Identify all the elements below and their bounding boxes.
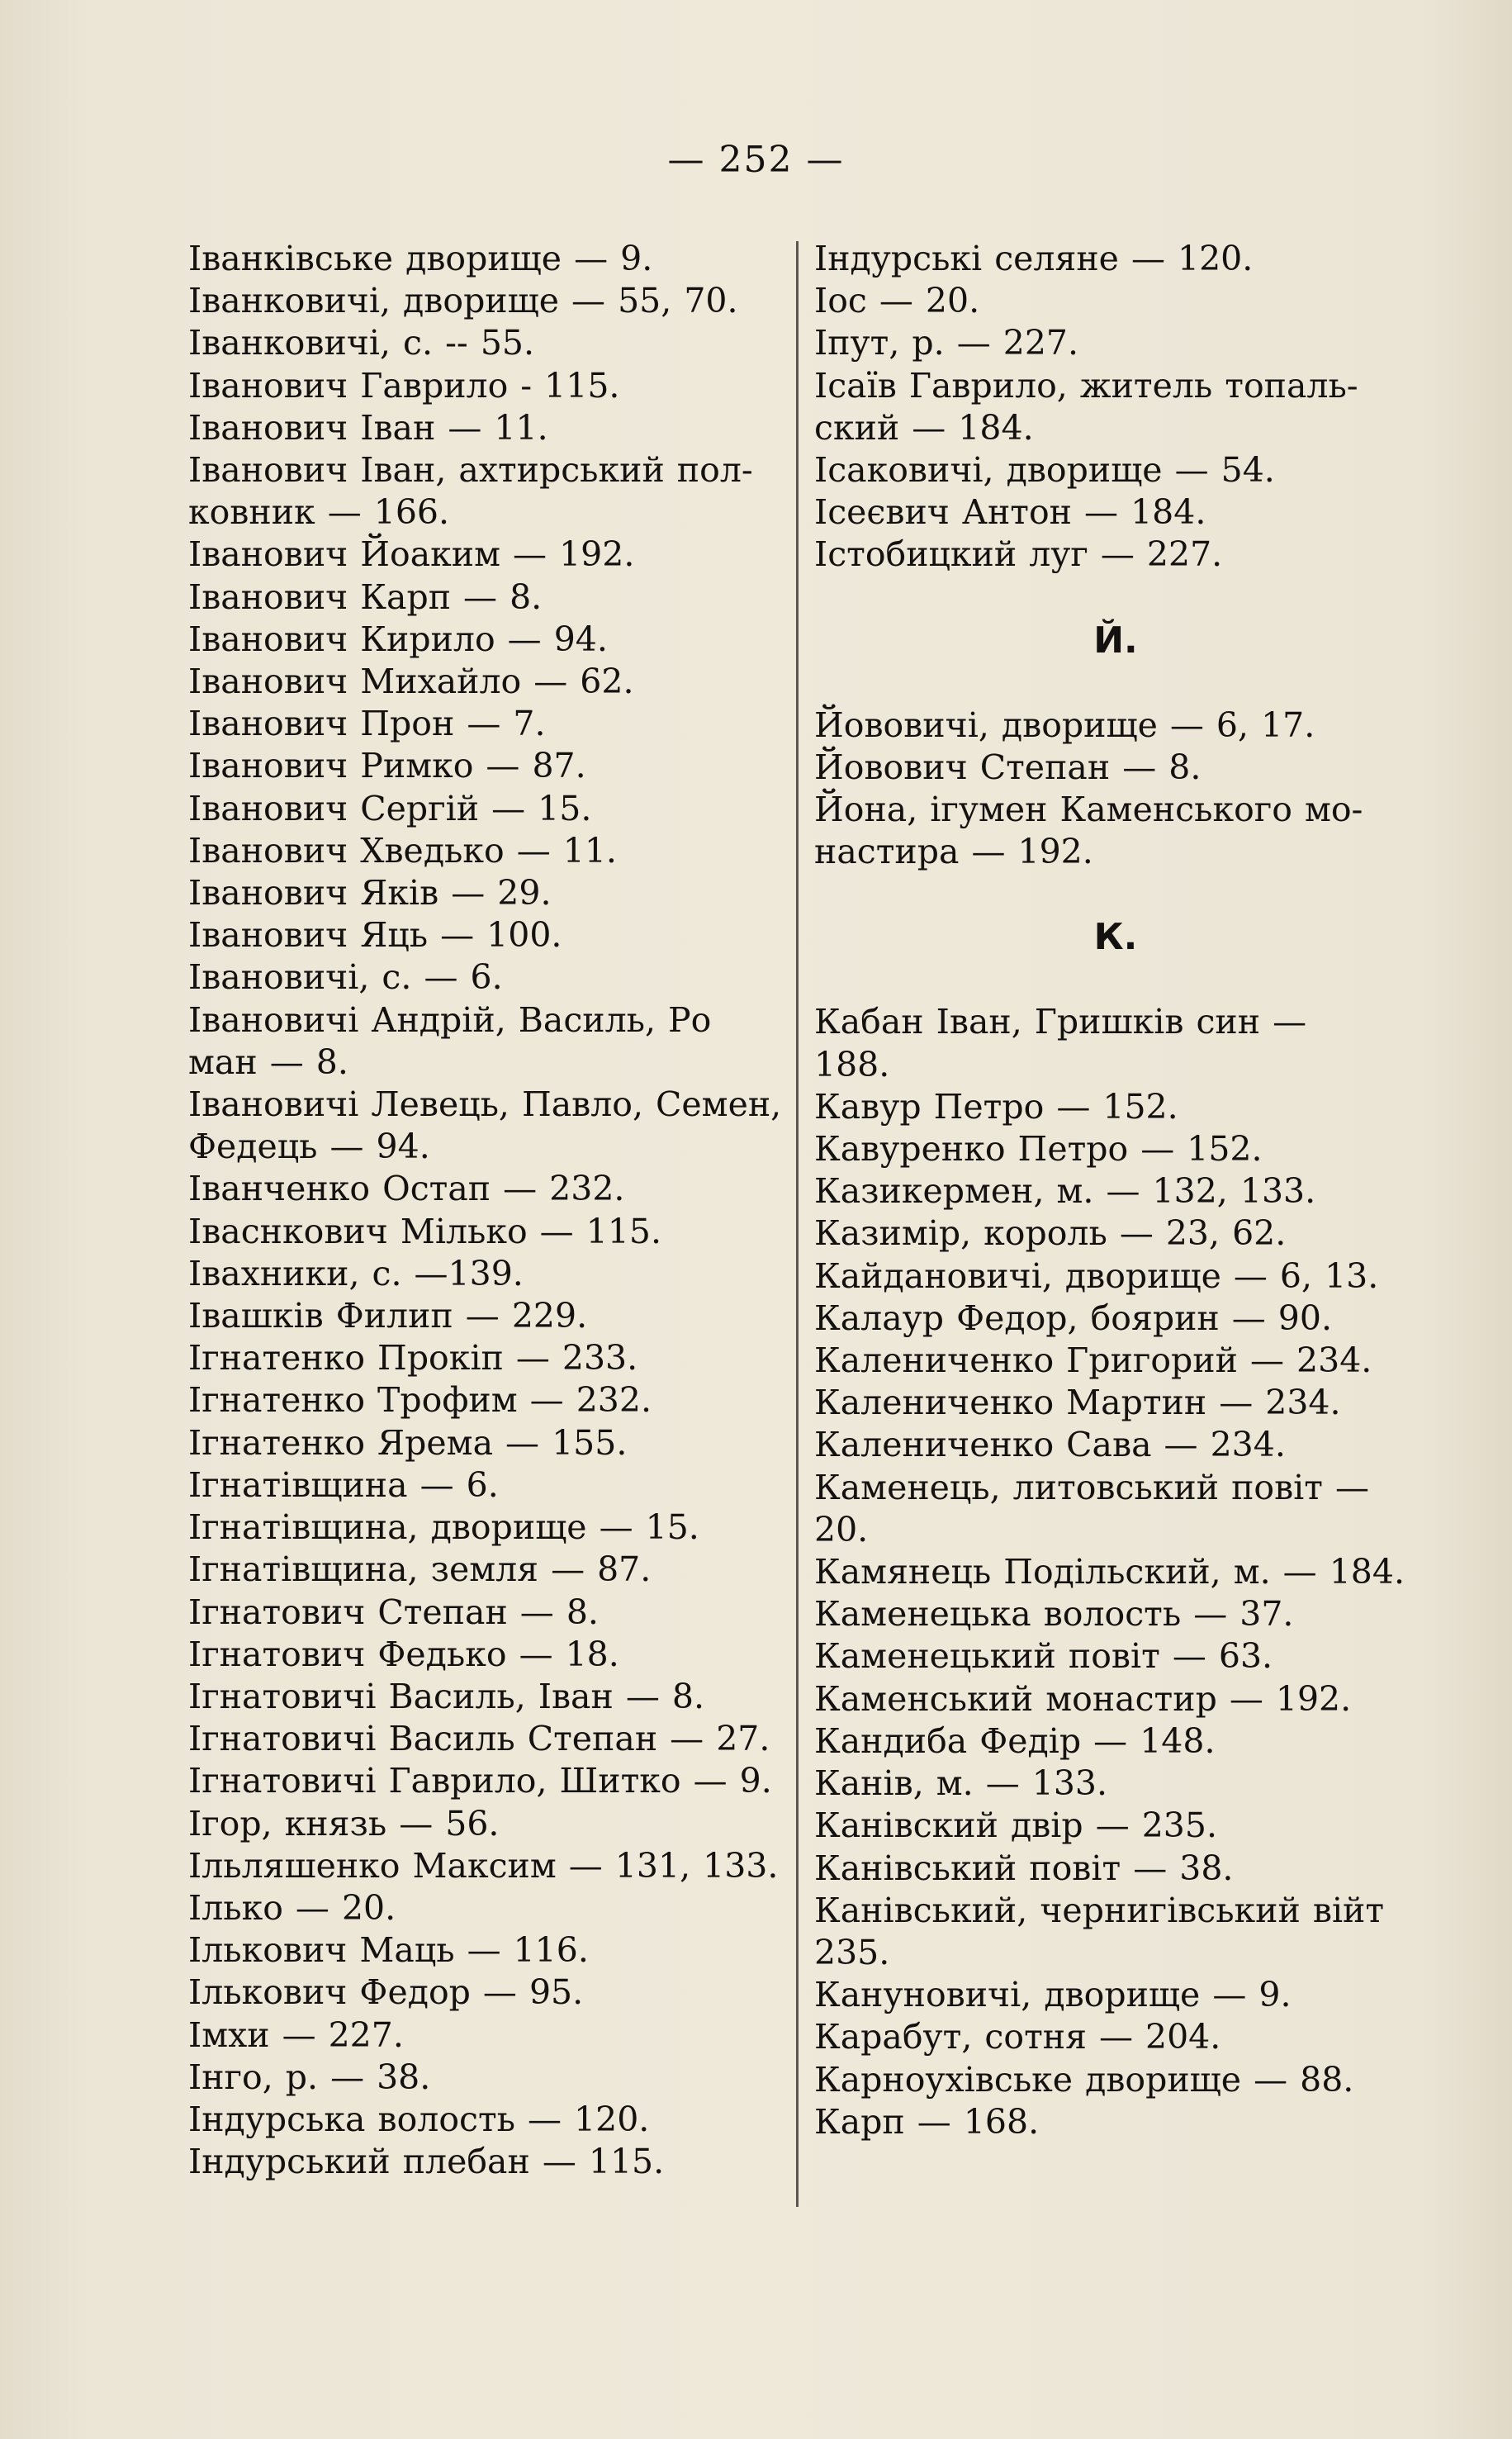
- index-entry: [188, 449, 793, 534]
- index-entry-line: 188.: [814, 1044, 890, 1084]
- index-column-right: [814, 238, 1417, 2143]
- index-entry: [814, 1678, 1417, 1720]
- index-entry-line: Канів, м. — 133.: [814, 1763, 1108, 1804]
- index-entry: [188, 1549, 793, 1591]
- index-entry: [814, 1212, 1417, 1255]
- index-entry: [188, 2141, 793, 2183]
- index-entry-line: Канівський повіт — 38.: [814, 1848, 1234, 1888]
- index-entry: [188, 1379, 793, 1421]
- index-entry: [814, 1763, 1417, 1805]
- index-entry-line: Калениченко Григорий — 234.: [814, 1341, 1372, 1381]
- index-entry: [188, 745, 793, 787]
- index-entry: [814, 1551, 1417, 1593]
- index-entry-line: Іванович Яць — 100.: [188, 915, 562, 956]
- index-entry-line: Кандиба Федір — 148.: [814, 1720, 1216, 1761]
- index-entry-line: Кабан Іван, Гришків син —: [814, 1002, 1307, 1042]
- index-entry: [188, 788, 793, 830]
- index-entry: [814, 1890, 1417, 1974]
- index-entry: [188, 1168, 793, 1210]
- index-entry-line: Федець — 94.: [188, 1127, 430, 1167]
- index-entry-line: Іваснкович Мілько — 115.: [188, 1211, 661, 1251]
- index-entry: [188, 703, 793, 745]
- index-entry-line: Ільляшенко Максим — 131, 133.: [188, 1845, 779, 1886]
- index-entry: [814, 1720, 1417, 1763]
- index-entry-line: Іос — 20.: [814, 281, 980, 321]
- index-entry: [814, 1298, 1417, 1340]
- index-entry: [188, 1337, 793, 1379]
- index-entry-line: Іванковичі, дворище — 55, 70.: [188, 281, 738, 321]
- index-entry-line: Іванович Іван — 11.: [188, 407, 548, 448]
- index-entry: [814, 1424, 1417, 1466]
- index-entry-line: Ігнатовичі Василь Степан — 27.: [188, 1719, 770, 1759]
- index-entry-line: Кавур Петро — 152.: [814, 1086, 1178, 1127]
- index-entry-line: Іванковичі, с. -- 55.: [188, 323, 535, 363]
- index-entry-line: Ісеєвич Антон — 184.: [814, 492, 1206, 533]
- index-entry: [188, 661, 793, 703]
- index-entry-line: Кавуренко Петро — 152.: [814, 1129, 1263, 1170]
- index-entry-line: Канівський, чернигівський війт: [814, 1890, 1385, 1930]
- index-entry: [188, 577, 793, 619]
- index-entry-line: Кануновичі, дворище — 9.: [814, 1975, 1292, 2015]
- index-entry-line: Каменець, литовський повіт —: [814, 1467, 1370, 1507]
- section-letter-heading: Й.: [1093, 619, 1138, 662]
- index-entry-line: Індурський плебан — 115.: [188, 2142, 665, 2182]
- index-entry-line: Карабут, сотня — 204.: [814, 2017, 1221, 2057]
- index-entry: [814, 1593, 1417, 1635]
- index-entry: [814, 1467, 1417, 1551]
- page-number: — 252 —: [667, 139, 845, 181]
- index-entry: [814, 1128, 1417, 1170]
- index-entry-line: Іванківське дворище — 9.: [188, 239, 653, 278]
- index-entry: [814, 1382, 1417, 1424]
- index-entry: [814, 238, 1417, 280]
- index-entry-line: Ігнатенко Трофим — 232.: [188, 1380, 652, 1421]
- index-entry-line: Індурська волость — 120.: [188, 2099, 650, 2139]
- index-entry: [188, 2057, 793, 2099]
- index-entry: [188, 1464, 793, 1507]
- index-entry-line: Іванович Хведько — 11.: [188, 830, 617, 871]
- index-entry: [188, 1084, 793, 1168]
- index-entry: [814, 1848, 1417, 1890]
- index-entry-line: Канівский двір — 235.: [814, 1806, 1218, 1846]
- index-entry: [814, 491, 1417, 534]
- index-entry-line: Іванович Прон — 7.: [188, 704, 546, 744]
- index-entry-line: Ісаїв Гаврило, житель топаль-: [814, 365, 1358, 406]
- index-entry: [188, 1295, 793, 1337]
- index-entry-line: Ігнатівщина — 6.: [188, 1464, 499, 1505]
- index-entry: [188, 2099, 793, 2141]
- index-entry: [188, 322, 793, 364]
- index-entry: [188, 999, 793, 1084]
- index-entry-line: Імхи — 227.: [188, 2014, 404, 2055]
- index-entry: [814, 365, 1417, 449]
- index-entry-line: 20.: [814, 1509, 869, 1549]
- index-entry-line: Івановичі Андрій, Василь, Ро: [188, 999, 712, 1040]
- index-entry-line: Іванович Сергій — 15.: [188, 788, 592, 828]
- index-entry: [814, 1255, 1417, 1298]
- index-entry-line: Карноухівське дворище — 88.: [814, 2059, 1354, 2100]
- index-entry: [188, 1422, 793, 1464]
- index-entry-line: Іванович Римко — 87.: [188, 746, 586, 786]
- index-entry-line: Івашків Филип — 229.: [188, 1296, 588, 1336]
- index-entry: [814, 1974, 1417, 2016]
- index-entry: [188, 1676, 793, 1718]
- index-entry-line: Ігнатенко Прокіп — 233.: [188, 1338, 638, 1378]
- index-entry: [188, 1845, 793, 1887]
- index-entry-line: Ількович Федор — 95.: [188, 1972, 584, 2013]
- index-entry-line: Іпут, р. — 227.: [814, 323, 1079, 363]
- index-entry-line: Карп — 168.: [814, 2101, 1040, 2142]
- index-entry: [188, 2014, 793, 2057]
- index-entry-line: Ілько — 20.: [188, 1887, 396, 1928]
- index-entry-line: Іванович Карп — 8.: [188, 577, 543, 617]
- index-entry-line: Іванович Михайло — 62.: [188, 662, 634, 702]
- index-entry-line: Істобицкий луг — 227.: [814, 534, 1223, 575]
- index-entry: [188, 1253, 793, 1295]
- index-entry: [814, 2059, 1417, 2101]
- index-entry-line: Інго, р. — 38.: [188, 2057, 431, 2097]
- index-entry: [188, 407, 793, 449]
- index-entry: [188, 619, 793, 661]
- index-entry: [188, 238, 793, 280]
- index-entry-line: Калениченко Сава — 234.: [814, 1425, 1286, 1465]
- index-entry: [814, 322, 1417, 364]
- index-entry: [814, 1635, 1417, 1677]
- index-entry-line: Івахники, с. —139.: [188, 1253, 524, 1293]
- index-entry: [814, 705, 1417, 747]
- index-entry: [188, 914, 793, 956]
- index-entry: [814, 280, 1417, 322]
- index-entry-line: Ігор, князь — 56.: [188, 1803, 500, 1843]
- index-entry-line: Каменецька волость — 37.: [814, 1594, 1294, 1635]
- section-letter-heading: К.: [1093, 916, 1138, 959]
- index-entry-line: Калениченко Мартин — 234.: [814, 1383, 1341, 1423]
- index-entry-line: Ігнатовичі Василь, Іван — 8.: [188, 1676, 705, 1716]
- index-entry: [814, 1086, 1417, 1128]
- index-entry: [188, 1634, 793, 1676]
- index-entry: [814, 747, 1417, 789]
- index-column-left: [188, 238, 793, 2183]
- index-entry: [188, 956, 793, 999]
- column-divider: [796, 241, 799, 2207]
- index-entry-line: Індурські селяне — 120.: [814, 239, 1254, 278]
- index-entry-line: Казимір, король — 23, 62.: [814, 1213, 1287, 1254]
- index-entry: [188, 1592, 793, 1634]
- index-entry-line: Ігнатівщина, дворище — 15.: [188, 1507, 699, 1548]
- index-entry-line: Йововичі, дворище — 6, 17.: [814, 705, 1315, 745]
- index-entry-line: Іванович Гаврило - 115.: [188, 365, 620, 406]
- index-entry-line: Ісаковичі, дворище — 54.: [814, 450, 1275, 491]
- index-entry-line: Каменецький повіт — 63.: [814, 1636, 1273, 1677]
- index-entry-line: Калаур Федор, боярин — 90.: [814, 1298, 1333, 1338]
- index-entry-line: Івановичі Левець, Павло, Семен,: [188, 1084, 782, 1125]
- index-entry-line: Івановичі, с. — 6.: [188, 957, 503, 998]
- index-entry: [814, 1001, 1417, 1085]
- index-entry: [814, 449, 1417, 491]
- index-entry-line: Іванченко Остап — 232.: [188, 1169, 625, 1209]
- index-entry-line: Ігнатович Федько — 18.: [188, 1634, 619, 1674]
- index-entry: [188, 280, 793, 322]
- index-entry: [814, 1340, 1417, 1382]
- index-entry: [188, 1929, 793, 1972]
- index-entry-line: ковник — 166.: [188, 492, 450, 533]
- index-entry: [188, 1887, 793, 1929]
- index-entry: [814, 534, 1417, 576]
- index-entry: [814, 789, 1417, 873]
- index-entry-line: Казикермен, м. — 132, 133.: [814, 1171, 1316, 1212]
- index-entry: [814, 1805, 1417, 1847]
- index-entry: [188, 1211, 793, 1253]
- index-entry-line: ский — 184.: [814, 407, 1034, 448]
- index-entry-line: Камянець Подільский, м. — 184.: [814, 1552, 1405, 1592]
- index-entry-line: ман — 8.: [188, 1042, 348, 1082]
- index-entry: [188, 1803, 793, 1845]
- index-entry: [188, 1507, 793, 1549]
- index-entry: [814, 2016, 1417, 2058]
- index-entry: [188, 830, 793, 872]
- index-entry-line: Іванович Йоаким — 192.: [188, 534, 635, 575]
- index-entry-line: настира — 192.: [814, 832, 1093, 872]
- index-entry: [188, 1972, 793, 2014]
- index-entry-line: Йовович Степан — 8.: [814, 747, 1202, 787]
- index-entry-line: Ігнатенко Ярема — 155.: [188, 1422, 628, 1463]
- index-entry-line: Ігнатівщина, земля — 87.: [188, 1549, 652, 1590]
- index-entry-line: Каменський монастир — 192.: [814, 1678, 1352, 1719]
- index-entry-line: Іванович Яків — 29.: [188, 873, 552, 913]
- index-entry: [814, 2101, 1417, 2143]
- index-entry-line: Кайдановичі, дворище — 6, 13.: [814, 1255, 1379, 1296]
- index-entry-line: Йона, ігумен Каменського мо-: [814, 790, 1363, 830]
- index-entry-line: Ількович Маць — 116.: [188, 1930, 589, 1971]
- index-entry-line: Іванович Кирило — 94.: [188, 619, 608, 659]
- index-entry: [188, 872, 793, 914]
- index-entry-line: Ігнатович Степан — 8.: [188, 1592, 599, 1632]
- index-entry: [188, 534, 793, 576]
- index-entry-line: Іванович Іван, ахтирський пол-: [188, 450, 753, 491]
- index-entry: [188, 365, 793, 407]
- index-entry-line: 235.: [814, 1932, 890, 1972]
- index-entry-line: Ігнатовичі Гаврило, Шитко — 9.: [188, 1761, 772, 1801]
- index-entry: [188, 1760, 793, 1802]
- index-entry: [814, 1170, 1417, 1212]
- index-entry: [188, 1718, 793, 1760]
